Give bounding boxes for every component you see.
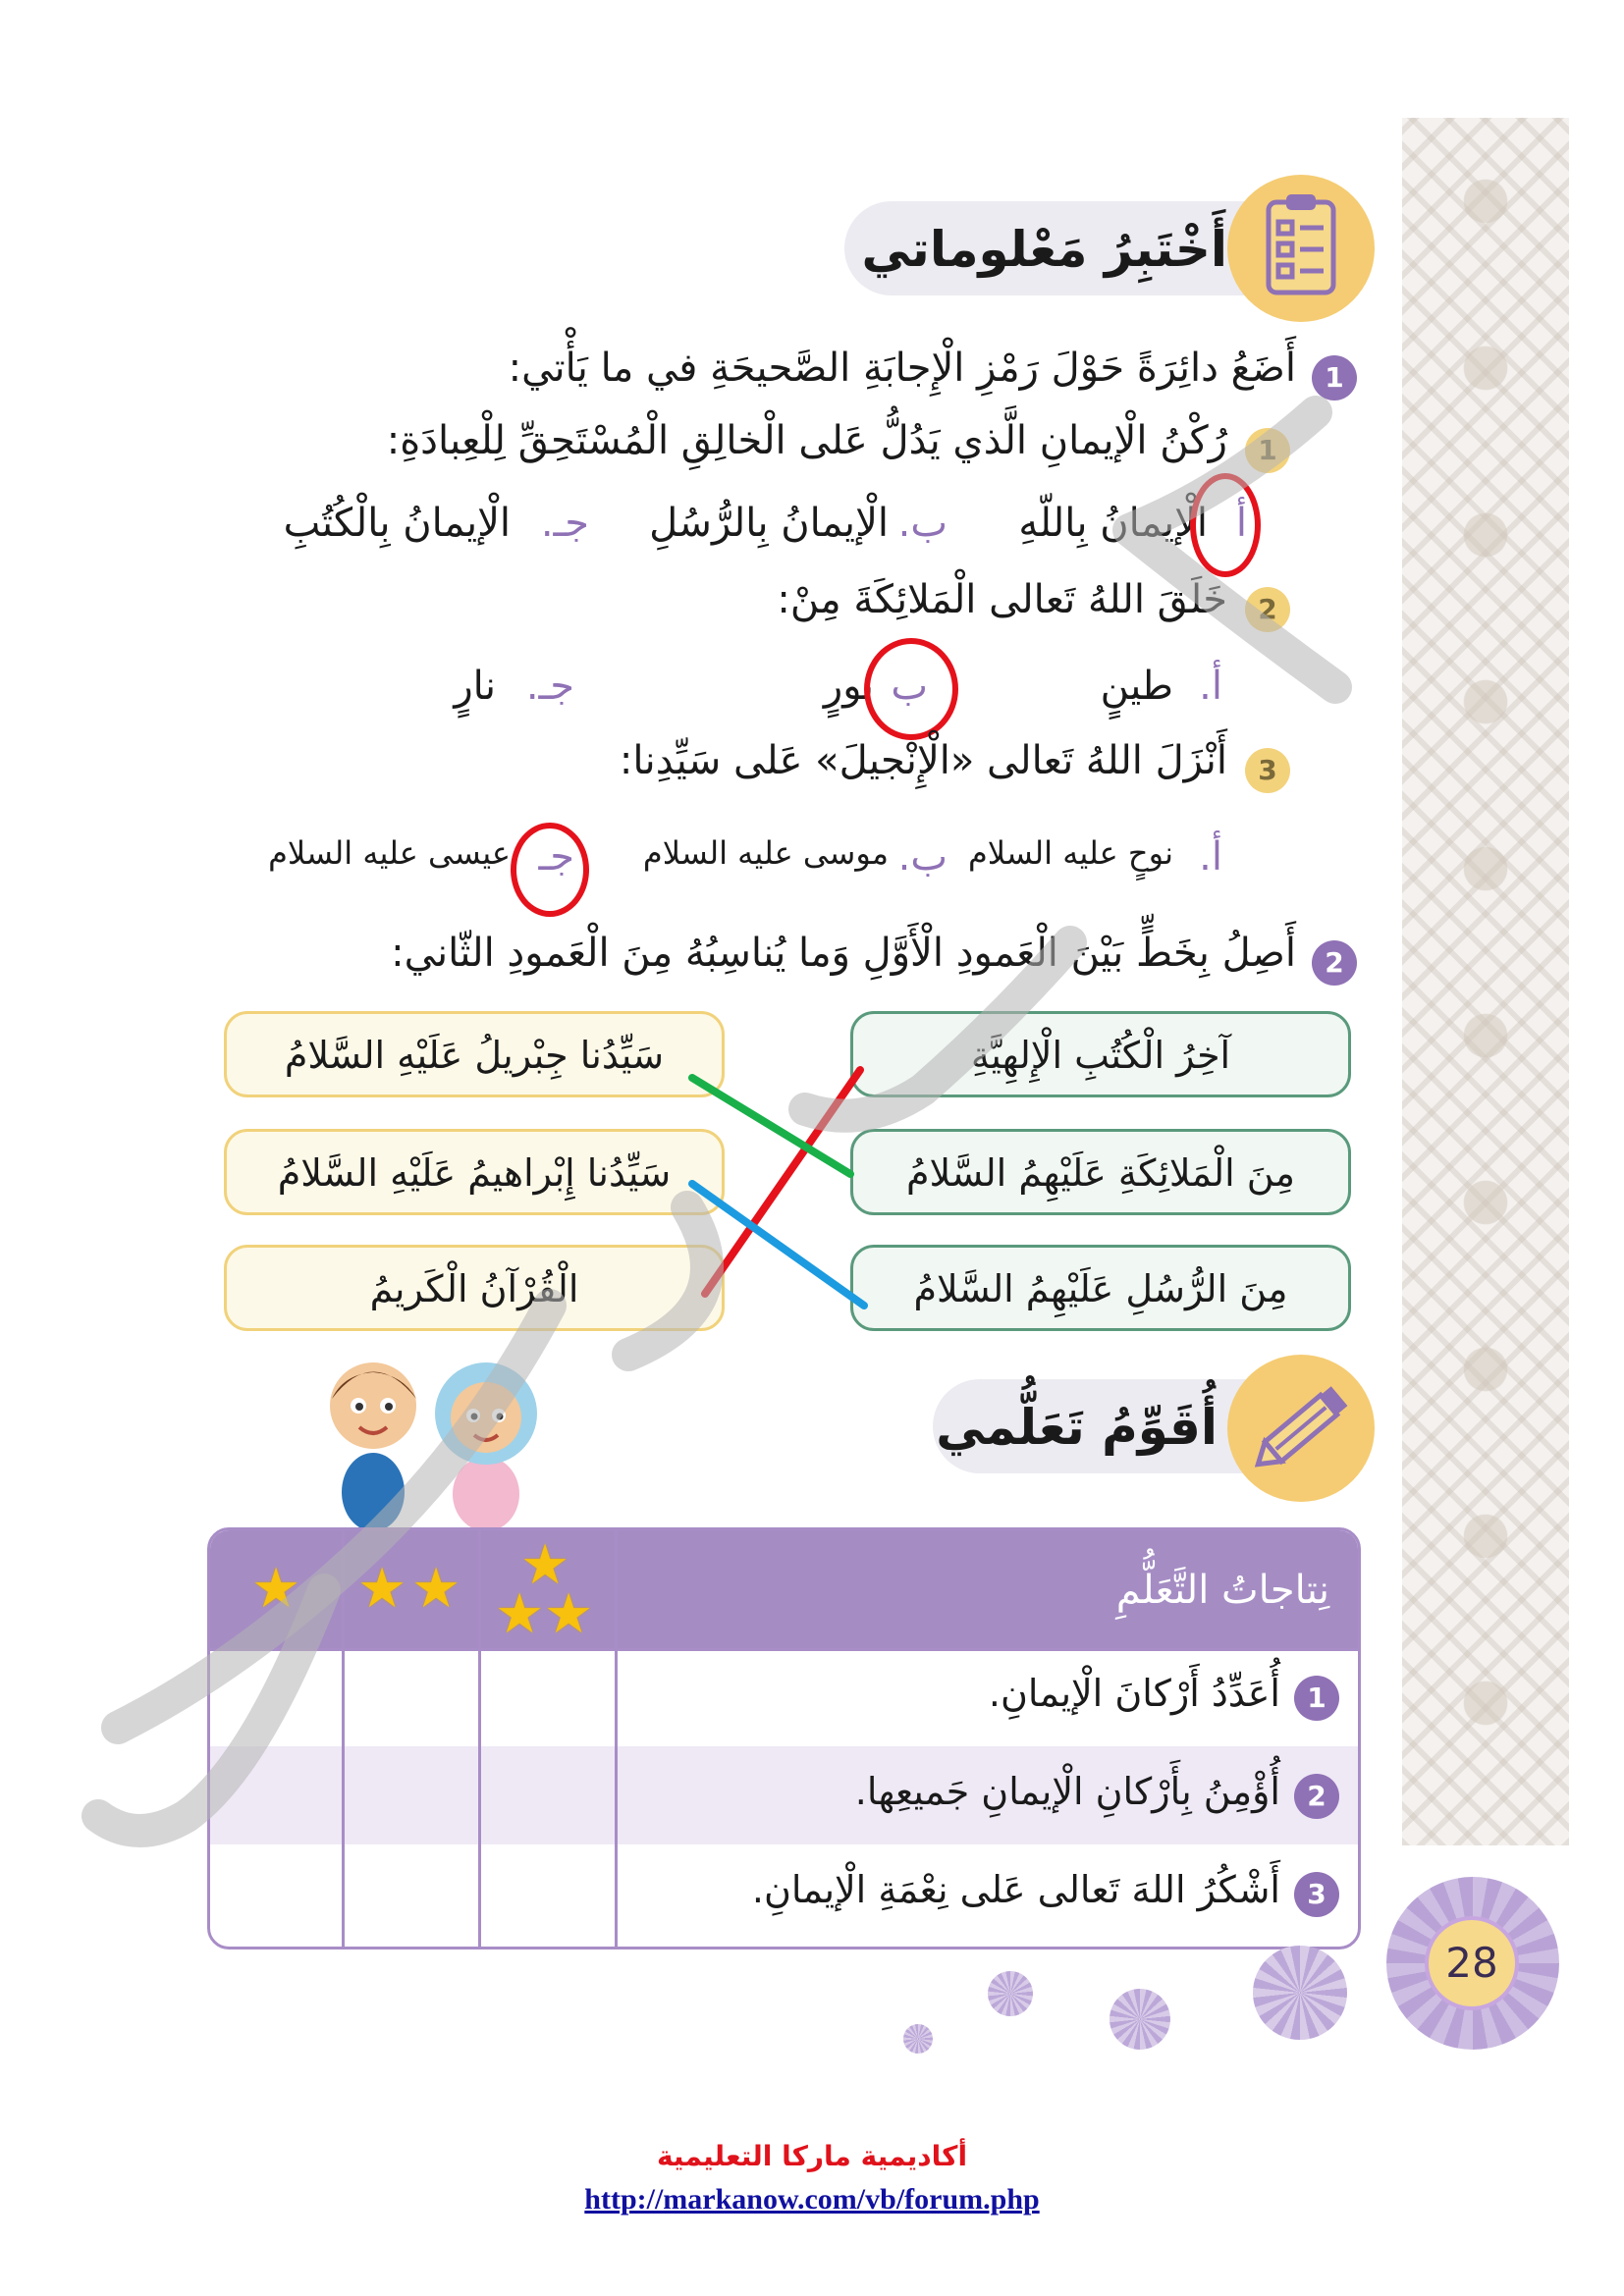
outcome-text: أُؤْمِنُ بِأَرْكانِ الْإيمانِ جَميعِها. — [854, 1770, 1280, 1813]
question-1-prompt: أَضَعُ دائِرَةً حَوْلَ رَمْزِ الْإِجابَةِ الصَّحيحَةِ في ما يَأْتي: — [508, 346, 1296, 391]
match-column2-item[interactable]: سَيِّدُنا إِبْراهيمُ عَلَيْهِ السَّلامُ — [224, 1129, 725, 1215]
section-title-self-assessment: أُقَوِّمُ تَعَلُّمي — [936, 1399, 1218, 1456]
rosette-decoration — [1253, 1946, 1347, 2040]
option-letter: جـ. — [525, 664, 574, 709]
row-number-badge: 2 — [1294, 1774, 1339, 1819]
table-divider — [615, 1530, 618, 1947]
option-text: عيسى عليه السلام — [268, 834, 511, 872]
pencil-icon — [1227, 1355, 1375, 1502]
row-number-badge: 3 — [1294, 1872, 1339, 1917]
option-letter: ب. — [897, 834, 947, 880]
option-text: نارٍ — [454, 664, 496, 709]
option-text: نورٍ — [823, 664, 874, 709]
star-icon: ★ — [495, 1582, 545, 1646]
learning-outcomes-table — [207, 1527, 1361, 1949]
item-1-stem: رُكْنُ الْإيمانِ الَّذي يَدُلُّ عَلى الْخالِقِ الْمُسْتَحِقِّ لِلْعِبادَةِ: — [386, 418, 1227, 463]
match-column2-item[interactable]: الْقُرْآنُ الْكَريمُ — [224, 1245, 725, 1331]
match-column1-item[interactable]: مِنَ الرُّسُلِ عَلَيْهِمُ السَّلامُ — [850, 1245, 1351, 1331]
footer-link[interactable]: http://markanow.com/vb/forum.php — [584, 2183, 1040, 2216]
question-2-prompt: أَصِلُ بِخَطٍّ بَيْنَ الْعَمودِ الْأَوَّلِ وَما يُناسِبُهُ مِنَ الْعَمودِ الثّاني: — [391, 931, 1296, 976]
match-column1-item[interactable]: آخِرُ الْكُتُبِ الْإِلهِيَّةِ — [850, 1011, 1351, 1097]
item-3-stem: أَنْزَلَ اللهُ تَعالى «الْإِنْجيلَ» عَلى سَيِّدِنا: — [619, 738, 1227, 783]
option-text: الْإيمانُ بِالْكُتُبِ — [283, 501, 511, 546]
match-line-blue — [692, 1184, 864, 1306]
option-text: الْإيمانُ بِالرُّسُلِ — [649, 501, 889, 546]
option-text: الْإيمانُ بِاللّهِ — [1018, 501, 1208, 546]
option-letter: أ. — [1199, 834, 1222, 880]
option-text: موسى عليه السلام — [642, 834, 889, 872]
rosette-decoration — [988, 1971, 1033, 2016]
footer-academy-name: أكاديمية ماركا التعليمية — [656, 2140, 968, 2172]
option-letter: جـ. — [540, 501, 589, 546]
option-letter: أ. — [1199, 664, 1222, 709]
star-icon: ★ — [357, 1557, 407, 1621]
option-letter: أ — [1235, 501, 1247, 546]
star-icon: ★ — [520, 1533, 570, 1597]
item-number-badge: 3 — [1245, 748, 1290, 793]
table-header-outcomes: نِتاجاتُ التَّعَلُّمِ — [1115, 1568, 1329, 1613]
match-column2-item[interactable]: سَيِّدُنا جِبْريلُ عَلَيْهِ السَّلامُ — [224, 1011, 725, 1097]
rosette-decoration — [903, 2024, 933, 2054]
row-number-badge: 1 — [1294, 1676, 1339, 1721]
pencil-badge — [1227, 1355, 1375, 1502]
option-text: طينٍ — [1100, 664, 1173, 709]
table-divider — [478, 1530, 481, 1947]
outcome-text: أُعَدِّدُ أَرْكانَ الْإيمانِ. — [988, 1672, 1280, 1715]
children-illustration — [314, 1345, 550, 1531]
outcome-text: أَشْكُرُ اللهَ تَعالى عَلى نِعْمَةِ الْإيمانِ. — [751, 1868, 1280, 1911]
match-column1-item[interactable]: مِنَ الْمَلائِكَةِ عَلَيْهِمُ السَّلامُ — [850, 1129, 1351, 1215]
question-number-badge: 1 — [1312, 355, 1357, 400]
star-icon: ★ — [411, 1557, 461, 1621]
star-icon: ★ — [251, 1557, 301, 1621]
option-letter: ب. — [897, 501, 947, 546]
rosette-decoration — [1110, 1989, 1170, 2050]
table-divider — [210, 1648, 1358, 1651]
item-number-badge: 2 — [1245, 587, 1290, 632]
option-letter: ب — [891, 664, 928, 709]
item-number-badge: 1 — [1245, 428, 1290, 473]
option-letter: جـ — [538, 834, 574, 880]
section-title-test: أَخْتَبِرُ مَعْلوماتي — [861, 221, 1227, 278]
option-text: نوحٍ عليه السلام — [967, 834, 1173, 872]
page-number: 28 — [1425, 1916, 1519, 2010]
star-icon: ★ — [544, 1582, 594, 1646]
question-number-badge: 2 — [1312, 940, 1357, 986]
item-2-stem: خَلَقَ اللهُ تَعالى الْمَلائِكَةَ مِنْ: — [777, 577, 1227, 622]
table-divider — [342, 1530, 345, 1947]
match-line-green — [692, 1078, 850, 1174]
